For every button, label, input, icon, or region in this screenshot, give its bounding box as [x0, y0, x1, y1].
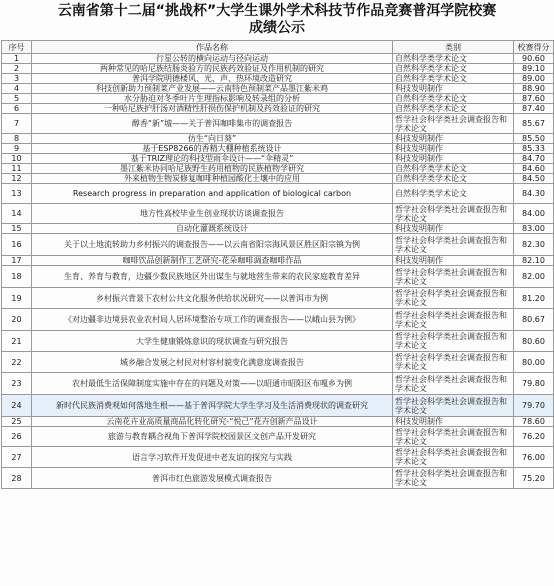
row-title: 普洱学院明德楼风、光、声、热环境改造研究 [32, 74, 393, 84]
row-category: 自然科学类学术论文 [393, 64, 514, 74]
row-number: 27 [2, 447, 32, 468]
row-number: 28 [2, 468, 32, 489]
row-score: 84.00 [514, 204, 554, 224]
row-title: 醇香“新”墟——关于普洱咖啡集市的调查报告 [32, 114, 393, 134]
row-number: 23 [2, 373, 32, 395]
table-row [2, 164, 554, 174]
row-category: 科技发明制作 [393, 144, 514, 154]
row-category: 哲学社会科学类社会调查报告和学术论文 [393, 266, 514, 288]
table-row [2, 309, 554, 331]
row-category: 自然科学类学术论文 [393, 74, 514, 84]
row-score: 80.60 [514, 331, 554, 352]
row-score: 84.50 [514, 174, 554, 184]
row-category: 科技发明制作 [393, 417, 514, 427]
row-number: 16 [2, 234, 32, 256]
row-score: 83.00 [514, 224, 554, 234]
table-header-row [2, 41, 554, 54]
row-category: 科技发明制作 [393, 134, 514, 144]
table-row [2, 266, 554, 288]
table-body [2, 54, 554, 489]
table-row [2, 447, 554, 468]
row-number: 1 [2, 54, 32, 64]
row-title: 自动化灌溉系统设计 [32, 224, 393, 234]
row-category: 哲学社会科学类社会调查报告和学术论文 [393, 352, 514, 373]
row-number: 4 [2, 84, 32, 94]
row-score: 79.80 [514, 373, 554, 395]
row-category: 自然科学类学术论文 [393, 54, 514, 64]
row-title: Research progress in preparation and application of biological carbon [32, 184, 393, 204]
table-row [2, 427, 554, 447]
row-number: 19 [2, 288, 32, 309]
row-category: 哲学社会科学类社会调查报告和学术论文 [393, 309, 514, 331]
row-number: 21 [2, 331, 32, 352]
row-title: 基于ESP8266的香精大棚种植系统设计 [32, 144, 393, 154]
row-title: 生育、养育与教育，边疆少数民族地区外出谋生与就地营生带来的农民家庭教育差异 [32, 266, 393, 288]
table-row [2, 234, 554, 256]
row-title: 乡村振兴背景下农村公共文化服务供给状况研究——以普洱市为例 [32, 288, 393, 309]
row-title: 普洱市红色旅游发展模式调查报告 [32, 468, 393, 489]
table-row [2, 468, 554, 489]
row-score: 76.00 [514, 447, 554, 468]
table-row [2, 64, 554, 74]
row-title: 城乡融合发展之村民对村容村貌变化满意度调查报告 [32, 352, 393, 373]
row-category: 哲学社会科学类社会调查报告和学术论文 [393, 373, 514, 395]
row-score: 85.33 [514, 144, 554, 154]
row-number: 12 [2, 174, 32, 184]
row-category: 哲学社会科学类社会调查报告和学术论文 [393, 234, 514, 256]
table-row [2, 94, 554, 104]
row-category: 科技发明制作 [393, 154, 514, 164]
row-number: 2 [2, 64, 32, 74]
row-number: 9 [2, 144, 32, 154]
row-title: 旅游与教育耦合视角下普洱学院校园景区文创产品开发研究 [32, 427, 393, 447]
row-score: 82.30 [514, 234, 554, 256]
row-category: 哲学社会科学类社会调查报告和学术论文 [393, 331, 514, 352]
row-title: 科技创新助力预制菜产业发展——云南特色预制菜产品墨江紫米鸡 [32, 84, 393, 94]
row-score: 81.20 [514, 288, 554, 309]
row-number: 24 [2, 395, 32, 417]
title-line-2: 成绩公示 [249, 20, 305, 36]
row-category: 科技发明制作 [393, 224, 514, 234]
row-number: 18 [2, 266, 32, 288]
row-title: 墨江紫米协同哈尼族野生药用植物的民族植物学研究 [32, 164, 393, 174]
row-number: 7 [2, 114, 32, 134]
row-number: 3 [2, 74, 32, 84]
row-number: 26 [2, 427, 32, 447]
row-score: 79.70 [514, 395, 554, 417]
row-title: 大学生健康锻炼意识的现状调查与研究报告 [32, 331, 393, 352]
table-row [2, 352, 554, 373]
row-score: 89.10 [514, 64, 554, 74]
row-score: 84.30 [514, 184, 554, 204]
row-title: 仿生“向日葵” [32, 134, 393, 144]
row-number: 5 [2, 94, 32, 104]
header-category: 类别 [393, 41, 514, 54]
row-title: 两种常见的哈尼族结肠炎验方的民族药效验证及作用机制的研究 [32, 64, 393, 74]
row-title: 云南花卉业高质量商品化转化研究-“悦己”花卉创新产品设计 [32, 417, 393, 427]
row-number: 25 [2, 417, 32, 427]
row-score: 89.00 [514, 74, 554, 84]
table-row [2, 256, 554, 266]
row-score: 90.60 [514, 54, 554, 64]
row-score: 87.60 [514, 94, 554, 104]
row-category: 自然科学类学术论文 [393, 184, 514, 204]
row-title: 水分胁迫对冬季叶片生理指标影响及转录组的分析 [32, 94, 393, 104]
row-category: 科技发明制作 [393, 84, 514, 94]
row-category: 自然科学类学术论文 [393, 94, 514, 104]
row-number: 13 [2, 184, 32, 204]
row-title: 语言学习软件开发促进中老友谊的探究与实践 [32, 447, 393, 468]
table-row [2, 114, 554, 134]
header-score: 校赛得分 [514, 41, 554, 54]
row-category: 哲学社会科学类社会调查报告和学术论文 [393, 395, 514, 417]
row-score: 84.60 [514, 164, 554, 174]
row-category: 哲学社会科学类社会调查报告和学术论文 [393, 427, 514, 447]
row-number: 17 [2, 256, 32, 266]
row-score: 88.90 [514, 84, 554, 94]
row-category: 自然科学类学术论文 [393, 104, 514, 114]
row-category: 自然科学类学术论文 [393, 174, 514, 184]
row-number: 15 [2, 224, 32, 234]
table-row [2, 417, 554, 427]
header-no: 序号 [2, 41, 32, 54]
row-number: 8 [2, 134, 32, 144]
table-row [2, 104, 554, 114]
row-score: 82.10 [514, 256, 554, 266]
row-score: 76.20 [514, 427, 554, 447]
row-category: 科技发明制作 [393, 256, 514, 266]
row-score: 80.67 [514, 309, 554, 331]
table-row [2, 331, 554, 352]
row-title: 外来植物生物炭修复咖啡种植园酸化土壤中的应用 [32, 174, 393, 184]
row-score: 78.60 [514, 417, 554, 427]
row-category: 哲学社会科学类社会调查报告和学术论文 [393, 288, 514, 309]
page-title [0, 0, 554, 37]
row-score: 82.00 [514, 266, 554, 288]
row-title: 《对边疆非边境县农业农村局人居环境整治专项工作的调查报告——以峨山县为例》 [32, 309, 393, 331]
row-score: 80.00 [514, 352, 554, 373]
row-number: 14 [2, 204, 32, 224]
row-score: 85.67 [514, 114, 554, 134]
row-title: 新时代民族消费观如何落地生根——基于普洱学院大学生学习及生活消费现状的调查研究 [32, 395, 393, 417]
row-category: 哲学社会科学类社会调查报告和学术论文 [393, 204, 514, 224]
title-line-1: 云南省第十二届“挑战杯”大学生课外学术科技节作品竞赛普洱学院校赛 [57, 3, 497, 19]
table-row [2, 54, 554, 64]
row-category: 哲学社会科学类社会调查报告和学术论文 [393, 468, 514, 489]
table-row [2, 144, 554, 154]
row-score: 84.70 [514, 154, 554, 164]
row-title: 一种哈尼族护肝汤对酒精性肝损伤保护机制及药效验证的研究 [32, 104, 393, 114]
row-title: 基于TRIZ理论的科技型雨伞设计——“伞精灵” [32, 154, 393, 164]
table-row [2, 174, 554, 184]
table-row [2, 154, 554, 164]
row-title: 关于以土地流转助力乡村振兴的调查报告——以云南省阳宗海风景区胜区阳宗镇为例 [32, 234, 393, 256]
row-score: 85.50 [514, 134, 554, 144]
row-title: 地方性高校毕业生创业现状访谈调查报告 [32, 204, 393, 224]
row-score: 87.40 [514, 104, 554, 114]
row-number: 6 [2, 104, 32, 114]
row-title: 咖啡饮品创新制作工艺研究-花朵咖啡调查咖啡作品 [32, 256, 393, 266]
header-name: 作品名称 [32, 41, 393, 54]
table-row [2, 184, 554, 204]
table-row [2, 288, 554, 309]
table-row [2, 224, 554, 234]
row-title: 行星公转的横向运动与径向运动 [32, 54, 393, 64]
row-number: 22 [2, 352, 32, 373]
table-row [2, 395, 554, 417]
results-table [1, 40, 554, 489]
row-category: 哲学社会科学类社会调查报告和学术论文 [393, 447, 514, 468]
row-number: 20 [2, 309, 32, 331]
table-row [2, 74, 554, 84]
table-row [2, 204, 554, 224]
row-category: 哲学社会科学类社会调查报告和学术论文 [393, 114, 514, 134]
row-title: 农村最低生活保障制度实施中存在的问题及对策——以昭通市昭阳区布嘎乡为例 [32, 373, 393, 395]
row-score: 75.20 [514, 468, 554, 489]
table-row [2, 134, 554, 144]
table-row [2, 373, 554, 395]
row-number: 10 [2, 154, 32, 164]
row-category: 自然科学类学术论文 [393, 164, 514, 174]
table-row [2, 84, 554, 94]
row-number: 11 [2, 164, 32, 174]
